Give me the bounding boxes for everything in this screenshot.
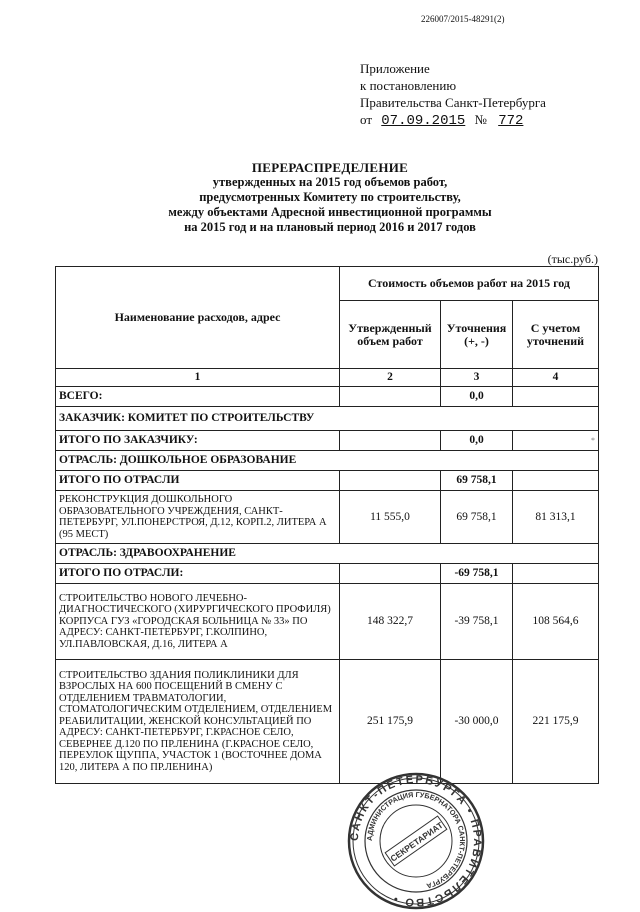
row1-approved: 11 555,0 [340,491,441,544]
header-changes: Уточнения (+, -) [441,301,513,369]
header-with-changes: С учетом уточнений [513,301,599,369]
official-seal [345,770,487,912]
title-line-3: предусмотренных Комитету по строительству, [199,190,461,204]
title-main: ПЕРЕРАСПРЕДЕЛЕНИЕ [251,160,409,175]
appendix-block [360,60,546,130]
sector2-label: ОТРАСЛЬ: ЗДРАВООХРАНЕНИЕ [56,544,599,564]
total-with-changes [513,387,599,407]
seal-center-text: СЕКРЕТАРИАТ [388,819,445,864]
table-row: РЕКОНСТРУКЦИЯ ДОШКОЛЬНОГО ОБРАЗОВАТЕЛЬНОГО УЧРЕЖДЕНИЯ, САНКТ-ПЕТЕРБУРГ, УЛ.ПОНЕРСТРОЯ, Д.12, КОРП.2, ЛИТЕРА А (95 МЕСТ) [56,491,340,544]
seal-outer-text: САНКТ-ПЕТЕРБУРГА • ПРАВИТЕЛЬСТВО • [348,773,484,909]
sector2-total-changes: -69 758,1 [441,564,513,584]
title-line-4: между объектами Адресной инвестиционной программы [168,205,492,219]
customer-total-label: ИТОГО ПО ЗАКАЗЧИКУ: [56,431,340,451]
table-row: СТРОИТЕЛЬСТВО НОВОГО ЛЕЧЕБНО-ДИАГНОСТИЧЕСКОГО (ХИРУРГИЧЕСКОГО ПРОФИЛЯ) КОРПУСА ГУЗ «ГОРОДСКАЯ БОЛЬНИЦА № 33» ПО АДРЕСУ: САНКТ-ПЕТЕРБУРГ, Г.КОЛПИНО, УЛ.ПАВЛОВСКАЯ, Д.16, ЛИТЕРА А [56,584,340,660]
units-label: (тыс.руб.) [547,252,598,266]
sector1-label: ОТРАСЛЬ: ДОШКОЛЬНОЕ ОБРАЗОВАНИЕ [56,451,599,471]
appendix-date-line [360,111,546,130]
document-code: 226007/2015-48291(2) [421,14,505,24]
col-num-3: 3 [441,369,513,387]
total-label: ВСЕГО: [56,387,340,407]
appendix-line-1: Приложение [360,61,430,76]
from-label: от [360,112,373,127]
title-line-5: на 2015 год и на плановый период 2016 и 2017 годов [184,220,476,234]
appendix-line-2: к постановлению [360,78,457,93]
row3-changes: -30 000,0 [441,660,513,784]
header-name: Наименование расходов, адрес [56,267,340,369]
sector2-total-with-changes [513,564,599,584]
customer-total-changes: 0,0 [441,431,513,451]
row2-changes: -39 758,1 [441,584,513,660]
table-row: СТРОИТЕЛЬСТВО ЗДАНИЯ ПОЛИКЛИНИКИ ДЛЯ ВЗРОСЛЫХ НА 600 ПОСЕЩЕНИЙ В СМЕНУ С ОТДЕЛЕНИЕМ ТРАВМАТОЛОГИИ, СТОМАТОЛОГИЧЕСКИМ ОТДЕЛЕНИЕМ, ОТДЕЛЕНИЕМ РЕАБИЛИТАЦИИ, ЖЕНСКОЙ КОНСУЛЬТАЦИЕЙ ПО АДРЕСУ: САНКТ-ПЕТЕРБУРГ, Г.КРАСНОЕ СЕЛО, СЕВЕРНЕЕ Д.120 ПО ПР.ЛЕНИНА (Г.КРАСНОЕ СЕЛО, ПЕРЕУЛОК ЩУППА, УЧАСТОК 1 (ВОСТОЧНЕЕ ДОМА 120, ЛИТЕРА А ПО ПР.ЛЕНИНА) [56,660,340,784]
row1-changes: 69 758,1 [441,491,513,544]
col-num-1: 1 [56,369,340,387]
row2-with-changes: 108 564,6 [513,584,599,660]
row1-with-changes: 81 313,1 [513,491,599,544]
sector1-total-with-changes [513,471,599,491]
col-num-4: 4 [513,369,599,387]
row3-with-changes: 221 175,9 [513,660,599,784]
redistribution-table [55,266,599,784]
total-approved [340,387,441,407]
document-title [140,160,520,235]
header-cost: Стоимость объемов работ на 2015 год [340,267,599,301]
sector1-total-approved [340,471,441,491]
row2-approved: 148 322,7 [340,584,441,660]
total-changes: 0,0 [441,387,513,407]
customer-total-approved [340,431,441,451]
row3-approved: 251 175,9 [340,660,441,784]
seal-inner-text: АДМИНИСТРАЦИЯ ГУБЕРНАТОРА САНКТ-ПЕТЕРБУРГА [364,789,468,891]
appendix-line-3: Правительства Санкт-Петербурга [360,95,546,110]
number-label: № [474,112,487,127]
sector2-total-label: ИТОГО ПО ОТРАСЛИ: [56,564,340,584]
resolution-date: 07.09.2015 [381,113,466,129]
sector2-total-approved [340,564,441,584]
customer-total-mark: * [513,431,599,451]
sector1-total-label: ИТОГО ПО ОТРАСЛИ [56,471,340,491]
col-num-2: 2 [340,369,441,387]
sector1-total-changes: 69 758,1 [441,471,513,491]
header-approved: Утвержденный объем работ [340,301,441,369]
resolution-number: 772 [498,113,524,129]
title-line-2: утвержденных на 2015 год объемов работ, [212,175,448,189]
customer-label: ЗАКАЗЧИК: КОМИТЕТ ПО СТРОИТЕЛЬСТВУ [56,407,599,431]
